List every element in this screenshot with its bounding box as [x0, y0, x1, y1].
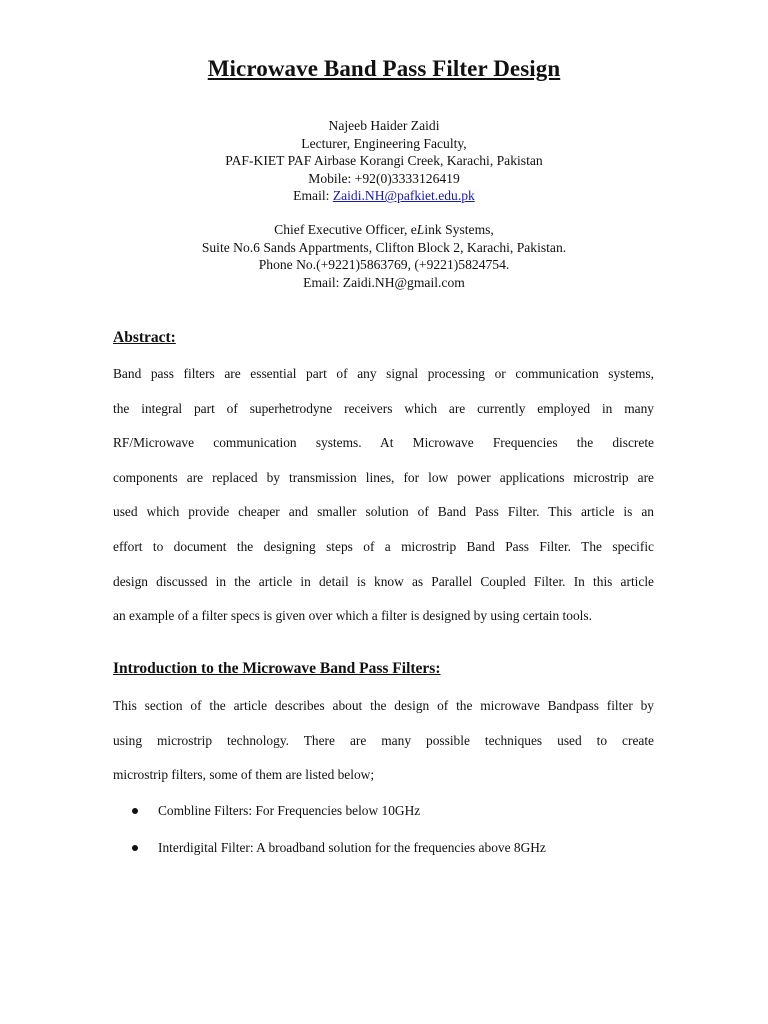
abstract-line: RF/Microwave communication systems. At Microwave Frequencies the discrete: [113, 435, 654, 451]
abstract-line: components are replaced by transmission lines, for low power applications microstrip are: [113, 469, 654, 485]
company-email: Email: Zaidi.NH@gmail.com: [303, 274, 465, 290]
author-contact-block-company: [0, 221, 768, 291]
abstract-line: an example of a filter specs is given over which a filter is designed by using certain tools.: [113, 608, 592, 624]
abstract-line: used which provide cheaper and smaller solution of Band Pass Filter. This article is an: [113, 504, 654, 520]
company-position-suffix: ink Systems,: [424, 222, 494, 237]
introduction-heading: Introduction to the Microwave Band Pass Filters:: [113, 660, 441, 677]
author-position: Lecturer, Engineering Faculty,: [301, 135, 467, 151]
author-institution: PAF-KIET PAF Airbase Korangi Creek, Karachi, Pakistan: [225, 153, 543, 169]
author-email-line: [0, 187, 768, 205]
abstract-heading: Abstract:: [113, 329, 176, 346]
filter-types-list: [113, 796, 654, 870]
introduction-line: microstrip filters, some of them are listed below;: [113, 767, 375, 783]
introduction-line: This section of the article describes about the design of the microwave Bandpass filter by: [113, 698, 654, 713]
abstract-paragraph: [113, 357, 654, 634]
abstract-line: the integral part of superhetrodyne receivers which are currently employed in many: [113, 400, 654, 416]
company-phone: Phone No.(+9221)5863769, (+9221)5824754.: [258, 257, 510, 273]
company-address: Suite No.6 Sands Appartments, Clifton Block 2, Karachi, Pakistan.: [201, 239, 567, 255]
author-email-label: Email:: [293, 188, 333, 204]
abstract-line: design discussed in the article in detail is know as Parallel Coupled Filter. In this article: [113, 573, 654, 589]
bullet-icon: [132, 808, 138, 814]
abstract-line: effort to document the designing steps of a microstrip Band Pass Filter. The specific: [113, 538, 654, 554]
author-mobile: Mobile: +92(0)3333126419: [308, 170, 460, 186]
company-position-prefix: Chief Executive Officer, e: [274, 222, 417, 237]
company-position: [0, 221, 768, 239]
document-title: Microwave Band Pass Filter Design: [207, 56, 561, 81]
author-name: Najeeb Haider Zaidi: [328, 118, 440, 133]
introduction-paragraph: [113, 689, 654, 793]
abstract-line: Band pass filters are essential part of any signal processing or communication systems,: [113, 366, 654, 381]
list-item-text: Combline Filters: For Frequencies below 10GHz: [158, 803, 421, 818]
list-item-text: Interdigital Filter: A broadband solution for the frequencies above 8GHz: [158, 840, 546, 855]
author-email-link[interactable]: Zaidi.NH@pafkiet.edu.pk: [332, 188, 475, 204]
introduction-line: using microstrip technology. There are many possible techniques used to create: [113, 732, 654, 748]
company-position-italic: L: [416, 222, 425, 237]
author-contact-block-academic: [0, 117, 768, 205]
list-item: [113, 796, 654, 833]
list-item: [113, 833, 654, 870]
bullet-icon: [132, 845, 138, 851]
